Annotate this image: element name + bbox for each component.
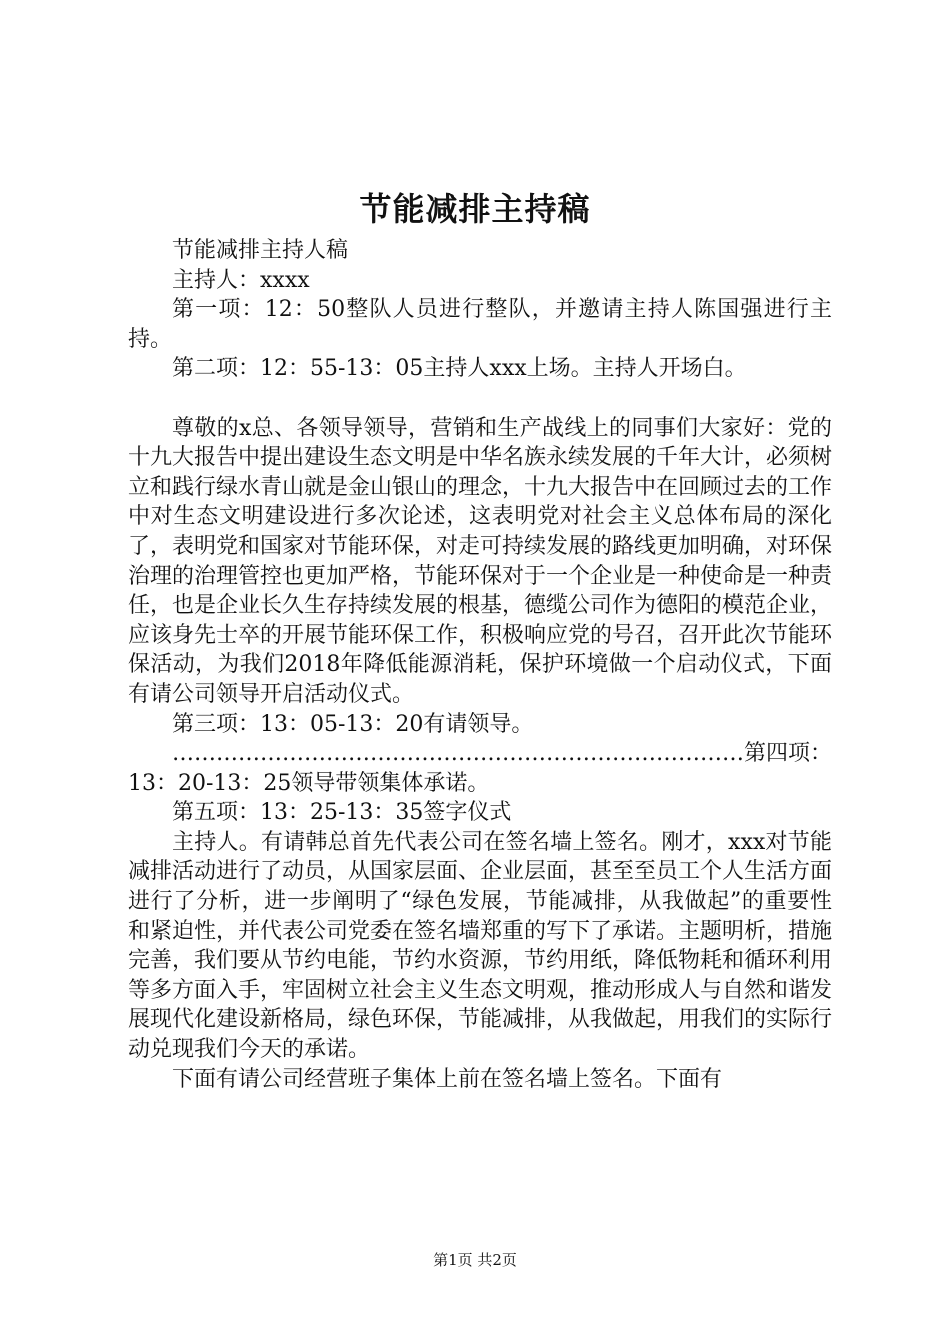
- document-title: 节能减排主持稿: [359, 190, 591, 228]
- paragraph-subtitle: 节能减排主持人稿: [172, 238, 349, 263]
- paragraph-signing-speech: 主持人。有请韩总首先代表公司在签名墙上签名。刚才，xxx对节能减排活动进行了动员，从国家层面、企业层面，甚至至员工个人生活方面进行了分析，进一步阐明了“绿色发展，节能减排，从我做起”的重要性和紧迫性，并代表公司党委在签名墙郑重的写下了承诺。主题明析，措施完善，我们要从节约电能，节约水资源，节约用纸，降低物耗和循环利用等多方面入手，牢固树立社会主义生态文明观，推动形成人与自然和谐发展现代化建设新格局，绿色环保，节能减排，从我做起，用我们的实际行动兑现我们今天的承诺。: [128, 829, 833, 1063]
- paragraph-host: 主持人：xxxx: [172, 267, 310, 293]
- page-footer: 第1页 共2页: [433, 1251, 517, 1269]
- paragraph-item-4: ……………………………………………………………………第四项：13：20-13：25领导带领集体承诺。: [128, 741, 833, 796]
- paragraph-item-3: 第三项：13：05-13：20有请领导。: [172, 711, 534, 737]
- paragraph-item-1: 第一项：12：50整队人员进行整队，并邀请主持人陈国强进行主持。: [128, 297, 832, 352]
- paragraph-item-5: 第五项：13：25-13：35签字仪式: [172, 800, 512, 826]
- paragraph-closing: 下面有请公司经营班子集体上前在签名墙上签名。下面有: [172, 1066, 723, 1092]
- document-body: [128, 236, 832, 1094]
- paragraph-item-2: 第二项：12：55-13：05主持人xxx上场。主持人开场白。: [172, 356, 747, 382]
- paragraph-opening-speech: 尊敬的x总、各领导领导，营销和生产战线上的同事们大家好：党的十九大报告中提出建设生态文明是中华名族永续发展的千年大计，必须树立和践行绿水青山就是金山银山的理念，十九大报告中在回顾过去的工作中对生态文明建设进行多次论述，这表明党对社会主义总体布局的深化了，表明党和国家对节能环保，对走可持续发展的路线更加明确，对环保治理的治理管控也更加严格，节能环保对于一个企业是一种使命是一种责任，也是企业长久生存持续发展的根基，德缆公司作为德阳的模范企业，应该身先士卒的开展节能环保工作，积极响应党的号召，召开此次节能环保活动，为我们2018年降低能源消耗，保护环境做一个启动仪式，下面有请公司领导开启活动仪式。: [128, 415, 833, 707]
